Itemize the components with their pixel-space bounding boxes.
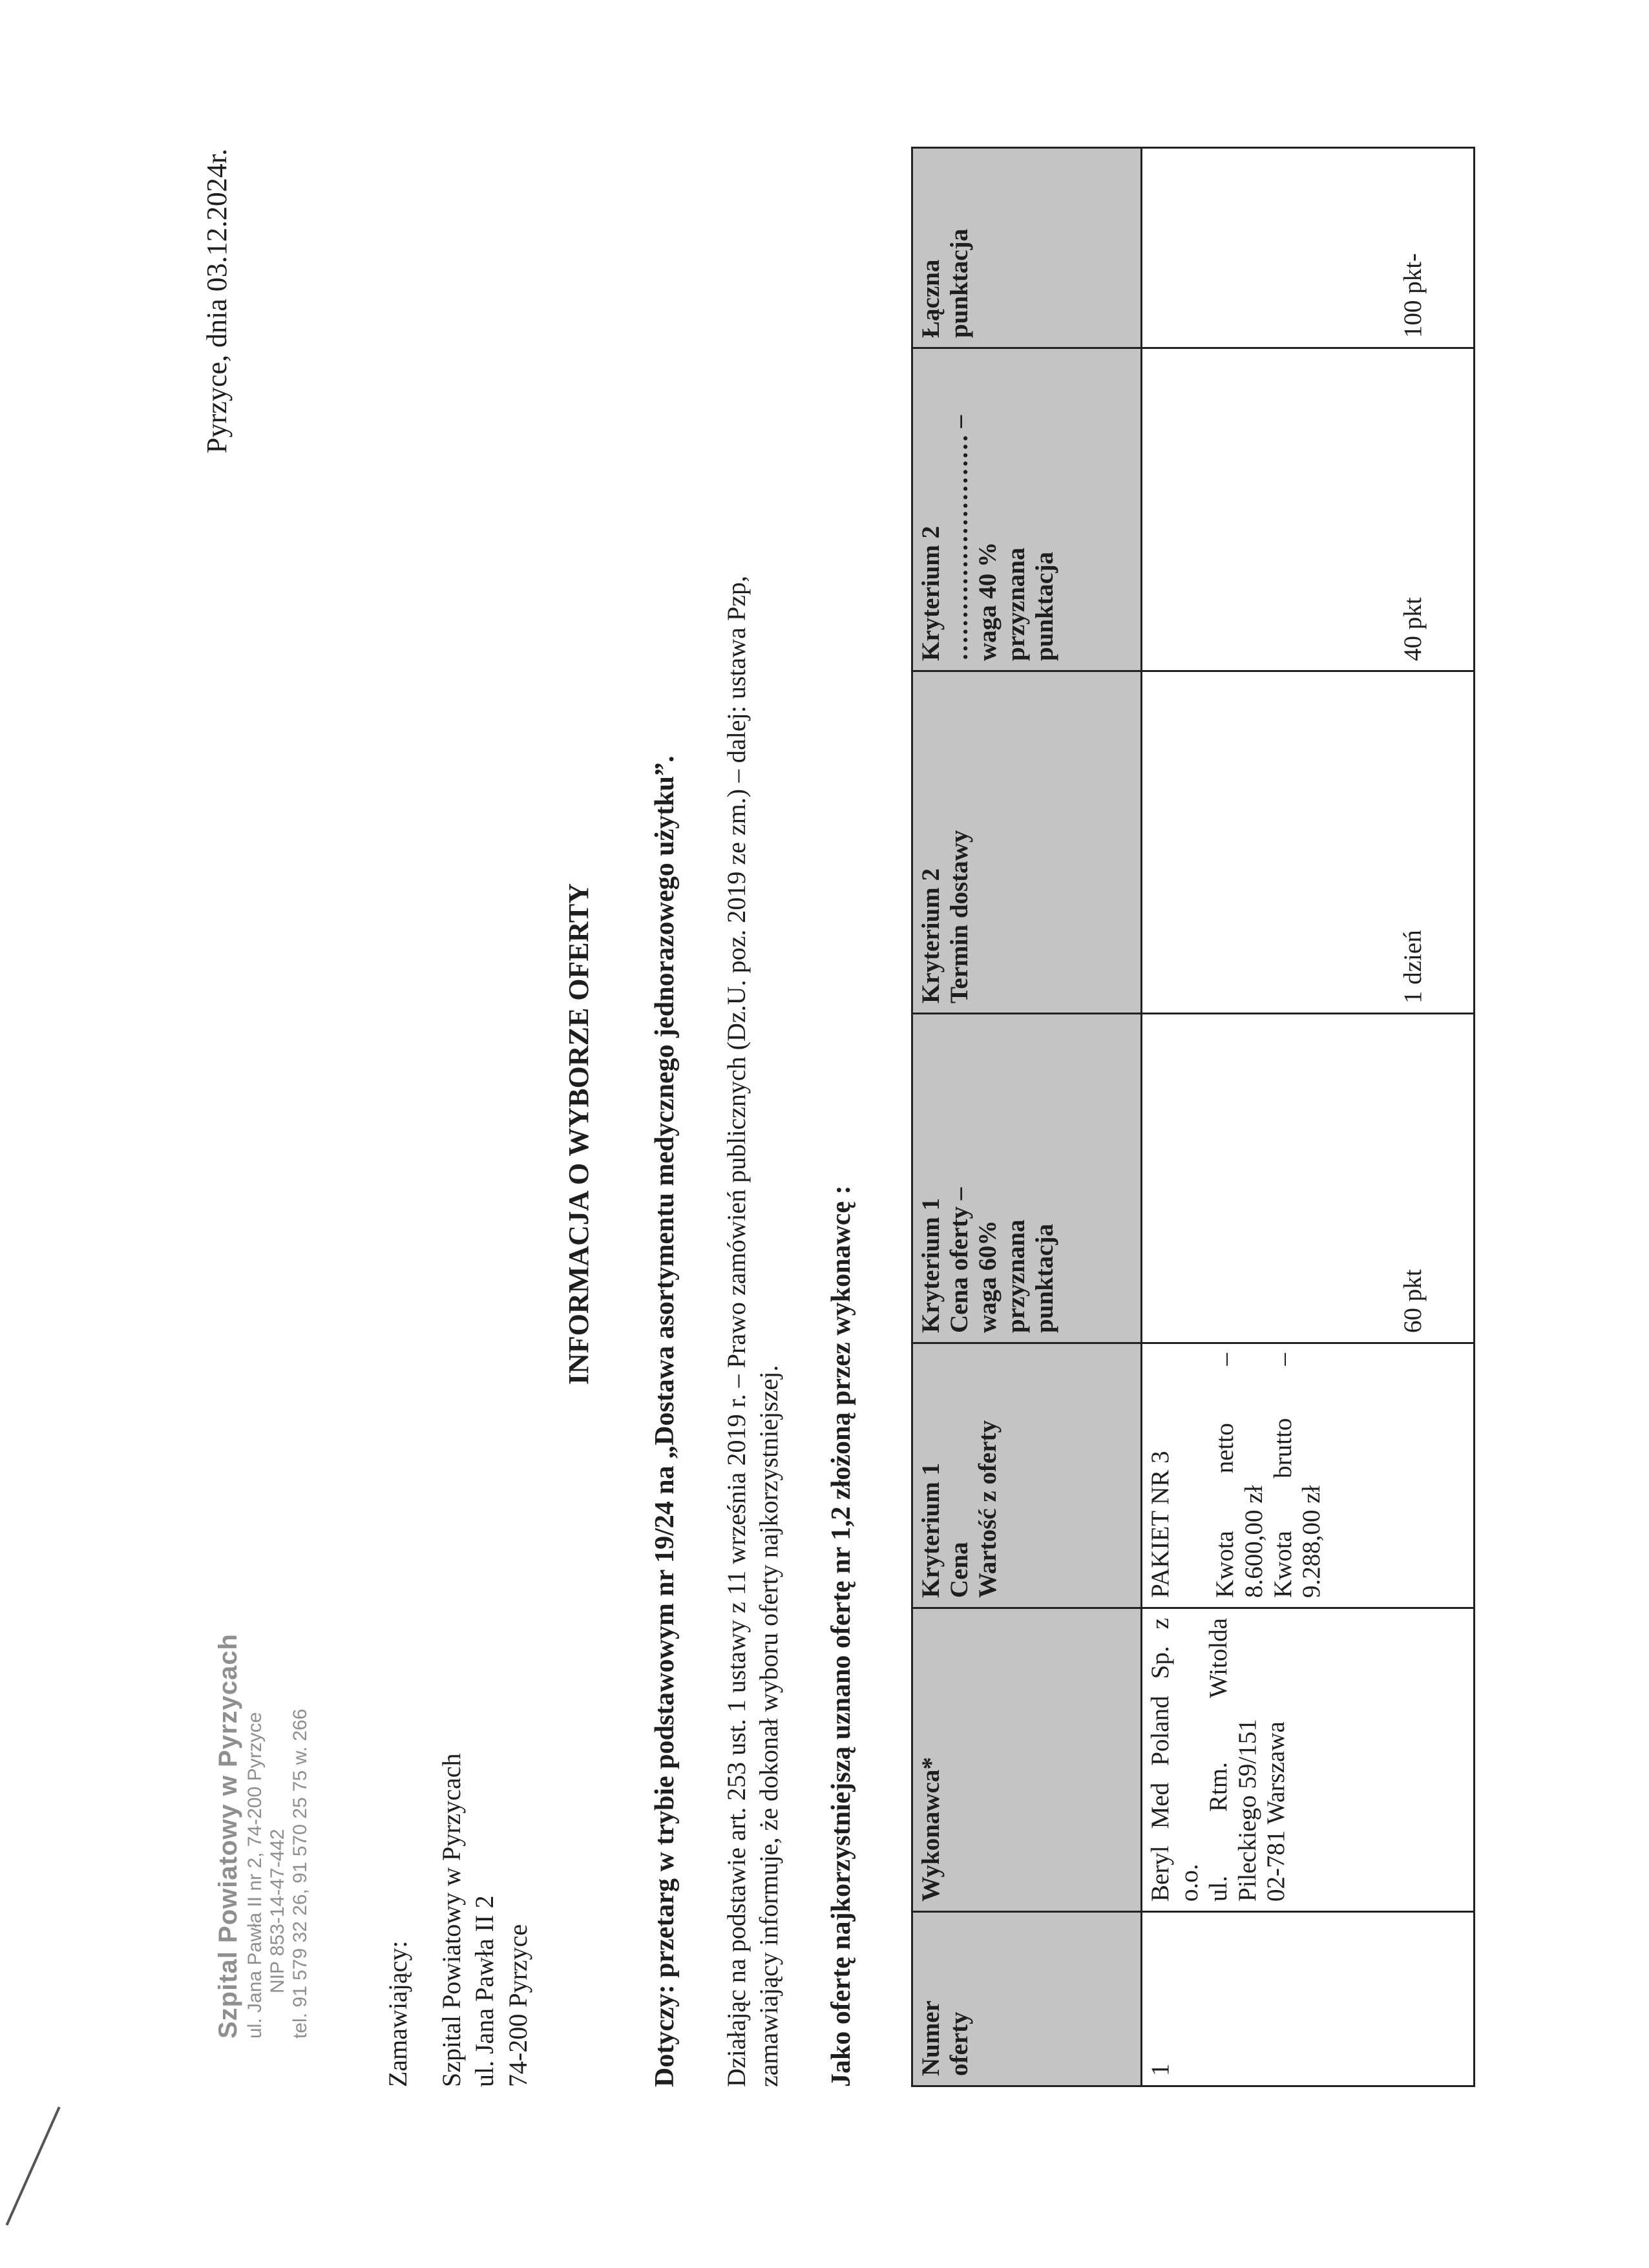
stamp-tel: tel. 91 579 32 26, 91 570 25 75 w. 266 xyxy=(289,1708,311,2039)
buyer-street: ul. Jana Pawła II 2 xyxy=(470,1895,499,2087)
header-criterion1-value: Kryterium 1 Cena Wartość z oferty xyxy=(912,1343,1142,1608)
buyer-block xyxy=(381,1753,534,2087)
header-total-score: Łączna punktacja xyxy=(912,148,1142,348)
header-criterion1-score: Kryterium 1 Cena oferty – waga 60% przyznana punktacja xyxy=(912,1014,1142,1343)
cell-offer-number: 1 xyxy=(1142,1912,1475,2086)
legal-paragraph xyxy=(720,149,785,2087)
table-header-row xyxy=(912,148,1142,2086)
cell-criterion1-value: PAKIET NR 3 Kwota netto – 8.600,00 zł Kwota brutto – 9.288,00 zł xyxy=(1142,1343,1475,1608)
document-date: Pyrzyce, dnia 03.12.2024r. xyxy=(201,149,233,454)
cell-criterion1-score: 60 pkt xyxy=(1142,1014,1475,1343)
cell-contractor: Beryl Med Poland Sp. z o.o. ul. Rtm. Witolda Pileckiego 59/151 02-781 Warszawa xyxy=(1142,1608,1475,1912)
cell-total-score: 100 pkt- xyxy=(1142,148,1475,348)
stamp-address: ul. Jana Pawła II nr 2, 74-200 Pyrzyce xyxy=(244,1712,266,2039)
subject-line: Dotyczy: przetarg w trybie podstawowym nr 19/24 na „Dostawa asortymentu medycznego jednorazowego użytku”. xyxy=(650,755,680,2087)
buyer-city: 74-200 Pyrzyce xyxy=(503,1924,532,2087)
header-offer-number: Numer oferty xyxy=(912,1912,1142,2086)
header-criterion2-score: Kryterium 2 ……………………… – waga 40 % przyznana punktacja xyxy=(912,348,1142,671)
offers-table xyxy=(911,147,1475,2087)
paragraph-line-1: Działając na podstawie art. 253 ust. 1 ustawy z 11 września 2019 r. – Prawo zamówień publicznych (Dz.U. poz. 2019 ze zm.) – dalej: ustawa Pzp, xyxy=(722,576,751,2087)
hospital-stamp xyxy=(213,1548,311,2039)
header-contractor: Wykonawca* xyxy=(912,1608,1142,1912)
table-row xyxy=(1142,148,1475,2086)
buyer-name: Szpital Powiatowy w Pyrzycach xyxy=(437,1753,467,2087)
document-title: INFORMACJA O WYBORZE OFERTY xyxy=(563,883,594,1385)
stamp-name: Szpital Powiatowy w Pyrzycach xyxy=(214,1633,242,2039)
paragraph-line-2: zamawiający informuje, że dokonał wyboru oferty najkorzystniejszej. xyxy=(754,1365,783,2087)
buyer-label: Zamawiający: xyxy=(383,1940,412,2087)
cell-criterion2-value: 1 dzień xyxy=(1142,671,1475,1014)
chosen-offer-line: Jako ofertę najkorzystniejszą uznano ofertę nr 1,2 złożoną przez wykonawcę : xyxy=(826,1185,856,2087)
stamp-nip: NIP 853-14-47-442 xyxy=(266,1829,288,1993)
cell-criterion2-score: 40 pkt xyxy=(1142,348,1475,671)
header-criterion2-value: Kryterium 2 Termin dostawy xyxy=(912,671,1142,1014)
